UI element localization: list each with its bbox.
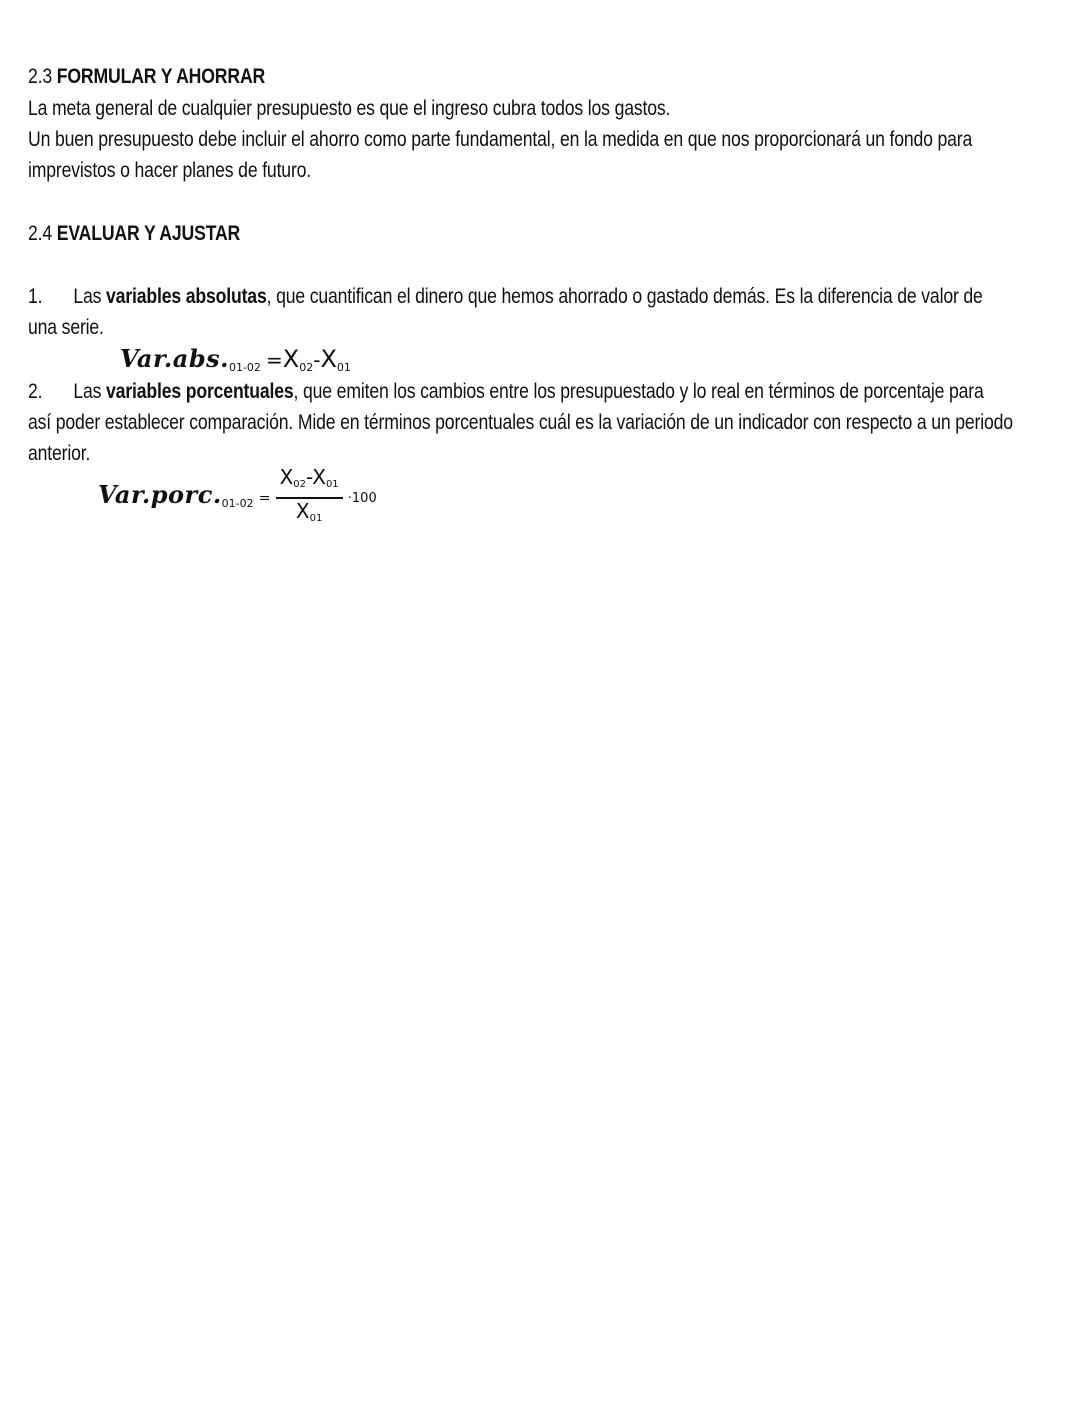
section-title: EVALUAR Y AJUSTAR (56, 222, 241, 245)
variable-x: X (282, 345, 300, 373)
list-item-continuation: una serie. (28, 316, 104, 339)
section-title: FORMULAR Y AHORRAR (56, 65, 266, 88)
paragraph: La meta general de cualquier presupuesto es que el ingreso cubra todos los gastos. (28, 97, 671, 120)
fraction-numerator (276, 466, 343, 499)
list-marker: 2. (28, 380, 43, 403)
variable-subscript: 02 (299, 361, 314, 374)
variable-subscript: 01 (309, 513, 323, 524)
bold-term: variables porcentuales (106, 380, 294, 403)
section-heading-2-3 (28, 62, 265, 92)
formula-subscript: 01-02 (228, 361, 261, 374)
paragraph: Un buen presupuesto debe incluir el ahorro como parte fundamental, en la medida en que nos proporcionará un fondo para (28, 128, 973, 151)
multiplier: ·100 (347, 491, 377, 506)
section-number: 2.3 (28, 65, 53, 88)
minus-sign: - (306, 465, 313, 489)
paragraph: imprevistos o hacer planes de futuro. (28, 159, 312, 182)
fraction-denominator (276, 499, 343, 531)
list-item-continuation: así poder establecer comparación. Mide en términos porcentuales cuál es la variación de un indicador con respecto a un periodo (28, 411, 1013, 434)
variable-subscript: 01 (336, 361, 351, 374)
variable-x: X (295, 499, 310, 523)
formula-subscript: 01-02 (221, 497, 254, 510)
minus-sign: - (313, 348, 321, 372)
section-heading-2-4 (28, 219, 240, 249)
list-item-continuation: anterior. (28, 442, 91, 465)
variable-subscript: 02 (293, 479, 306, 490)
formula-absolute-variation (120, 344, 351, 374)
variable-x: X (279, 465, 294, 489)
list-item-1 (28, 282, 983, 312)
list-marker: 1. (28, 285, 43, 308)
equals-sign: = (258, 490, 271, 507)
item-text: , que cuantifican el dinero que hemos ahorrado o gastado demás. Es la diferencia de valor de (266, 285, 983, 308)
section-number: 2.4 (28, 222, 53, 245)
item-text: Las (73, 285, 107, 308)
formula-percentage-variation (98, 466, 377, 531)
fraction (276, 466, 343, 531)
list-item-2 (28, 377, 984, 407)
variable-subscript: 01 (325, 479, 339, 490)
item-text: Las (73, 380, 107, 403)
equals-sign: = (266, 348, 283, 372)
formula-label: Var.porc. (98, 480, 222, 509)
variable-x: X (312, 465, 326, 489)
formula-label: Var.abs. (120, 344, 229, 373)
bold-term: variables absolutas (106, 285, 267, 308)
variable-x: X (320, 345, 337, 373)
item-text: , que emiten los cambios entre los presupuestado y lo real en términos de porcentaje para (293, 380, 984, 403)
